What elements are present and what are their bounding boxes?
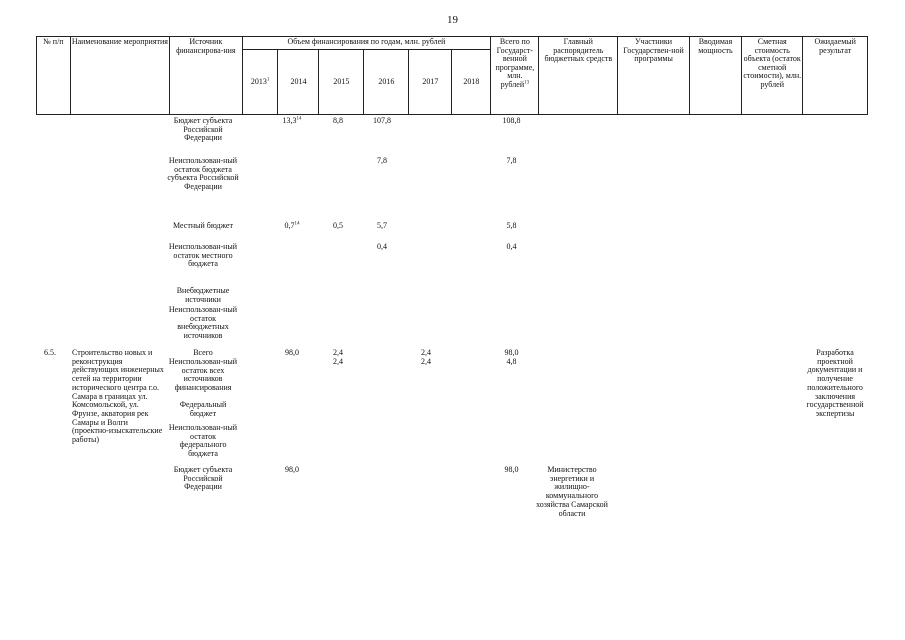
value-total: 98,0 xyxy=(504,465,519,474)
value-total: 5,8 xyxy=(506,221,517,230)
source-subject-budget: Бюджет субъекта Российской Федерации xyxy=(173,116,233,143)
value-2015: 2,4 xyxy=(333,348,343,357)
header-estimate: Сметная стоимость объекта (остаток сметной стоимости), млн. рублей xyxy=(742,37,803,115)
header-number: № п/п xyxy=(37,37,71,115)
source-local-budget: Местный бюджет xyxy=(173,221,233,230)
item-name: Строительство новых и реконструкция действующих инженерных сетей на территории исторического центра г.о. Самара в границах ул. Комсомольской, ул. Фрунзе, акватория рек Самары и Волги (проектно-изыскательские работы) xyxy=(72,348,164,445)
value-2016: 5,7 xyxy=(377,221,387,230)
header-year-2016: 2016 xyxy=(364,50,409,115)
value-total: 0,4 xyxy=(506,242,517,251)
header-year-2015: 2015 xyxy=(319,50,364,115)
page-number: 19 xyxy=(447,14,458,26)
table-header xyxy=(36,36,868,115)
header-source: Источник финансирова-ния xyxy=(170,37,243,115)
source-unused-extrabudgetary: Неиспользован-ный остаток внебюджетных источников xyxy=(168,305,238,341)
header-participants: Участники Государствен-ной программы xyxy=(618,37,690,115)
value-total: 4,8 xyxy=(506,357,517,366)
header-result: Ожидаемый результат xyxy=(803,37,868,115)
value-2016: 107,8 xyxy=(373,116,391,125)
expected-result: Разработка проектной документации и получение положительного заключения государственной экспертизы xyxy=(806,348,864,418)
source-extrabudgetary: Внебюджетные источники xyxy=(176,286,230,304)
header-capacity: Вводимая мощность xyxy=(689,37,741,115)
value-2017: 2,4 xyxy=(421,348,431,357)
source-unused-federal: Неиспользован-ный остаток федерального бюджета xyxy=(168,423,238,459)
source-unused-subject-budget: Неиспользован-ный остаток бюджета субъекта Российской Федерации xyxy=(167,156,239,192)
header-year-2014: 2014 xyxy=(278,50,319,115)
value-2014: 98,0 xyxy=(285,348,299,357)
budget-manager: Министерство энергетики и жилищно-коммунального хозяйства Самарской области xyxy=(536,465,608,518)
value-2015: 0,5 xyxy=(333,221,343,230)
value-2014: 98,0 xyxy=(285,465,299,474)
value-2016: 7,8 xyxy=(377,156,387,165)
value-total: 108,8 xyxy=(502,116,521,125)
value-total: 7,8 xyxy=(506,156,517,165)
header-total: Всего по Государст-венной программе, млн. рублей$^{13}$ xyxy=(491,37,539,115)
value-2015: 2,4 xyxy=(333,357,343,366)
header-year-2018: 2018 xyxy=(452,50,491,115)
source-federal-budget: Федеральный бюджет xyxy=(179,400,227,418)
header-year-2013: 2013$^1$ xyxy=(242,50,278,115)
header-volume: Объем финансирования по годам, млн. рублей xyxy=(242,37,491,50)
value-2014: 13,3$^{14}$ xyxy=(282,116,302,125)
value-total: 98,0 xyxy=(504,348,519,357)
source-unused-local-budget: Неиспользован-ный остаток местного бюджета xyxy=(168,242,238,269)
source-total: Всего xyxy=(193,348,213,357)
value-2014: $0,7^{14}$ xyxy=(284,221,300,230)
header-year-2017: 2017 xyxy=(409,50,452,115)
source-unused-all: Неиспользован-ный остаток всех источников финансирования xyxy=(168,357,238,393)
value-2015: 8,8 xyxy=(333,116,343,125)
header-name: Наименование мероприятия xyxy=(70,37,169,115)
item-number: 6.5. xyxy=(44,348,56,357)
source-subject-budget: Бюджет субъекта Российской Федерации xyxy=(173,465,233,492)
header-manager: Главный распорядитель бюджетных средств xyxy=(539,37,618,115)
value-2016: 0,4 xyxy=(377,242,387,251)
value-2017: 2,4 xyxy=(421,357,431,366)
